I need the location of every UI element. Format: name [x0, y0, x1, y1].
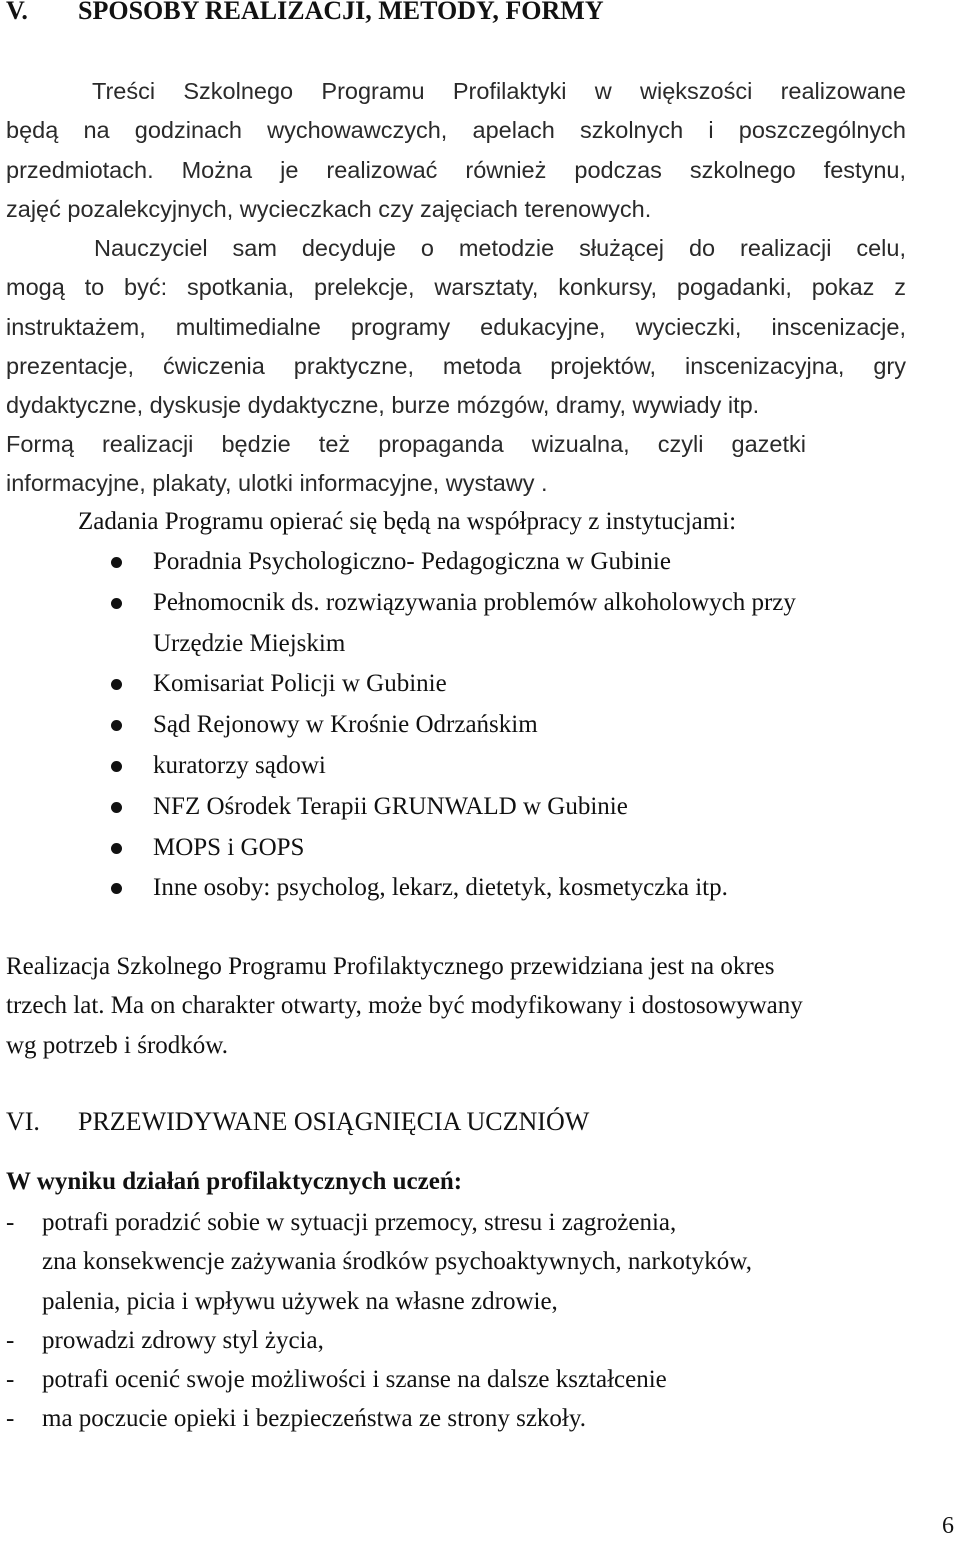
- list-item-continuation: Urzędzie Miejskim: [153, 629, 346, 657]
- section-title: PRZEWIDYWANE OSIĄGNIĘCIA UCZNIÓW: [78, 1107, 590, 1136]
- page-number: 6: [942, 1513, 954, 1539]
- paragraph-cooperation: [78, 502, 938, 541]
- bullet-icon: [111, 761, 122, 772]
- text-line: Formą realizacji będzie też propaganda wizualna, czyli gazetki: [6, 431, 806, 457]
- paragraph-duration: [6, 947, 946, 1065]
- text-line: Realizacja Szkolnego Programu Profilaktycznego przewidziana jest na okres: [6, 953, 775, 980]
- text-line: dydaktyczne, dyskusje dydaktyczne, burze mózgów, dramy, wywiady itp.: [6, 392, 760, 419]
- bullet-icon: [111, 883, 122, 894]
- text-line: wg potrzeb i środków.: [6, 1031, 228, 1059]
- bullet-icon: [111, 843, 122, 854]
- section-title: SPOSOBY REALIZACJI, METODY, FORMY: [78, 0, 604, 25]
- outcomes-subheading: W wyniku działań profilaktycznych uczeń:: [6, 1168, 463, 1195]
- section-heading-v: [6, 0, 604, 26]
- text-line: informacyjne, plakaty, ulotki informacyjne, wystawy .: [6, 470, 548, 497]
- list-item: kuratorzy sądowi: [0, 746, 940, 787]
- list-item: - prowadzi zdrowy styl życia,: [6, 1321, 926, 1360]
- dash-marker: -: [6, 1405, 15, 1433]
- list-item: Poradnia Psychologiczno- Pedagogiczna w Gubinie: [0, 542, 940, 583]
- list-item: - potrafi poradzić sobie w sytuacji przemocy, stresu i zagrożenia, zna konsekwencje zażywania środków psychoaktywnych, narkotyków, palenia, picia i wpływu używek na własne zdrowie,: [6, 1203, 926, 1321]
- list-item: MOPS i GOPS: [0, 828, 940, 869]
- text-line: instruktażem, multimedialne programy edukacyjne, wycieczki, inscenizacje,: [6, 313, 906, 340]
- list-item: Sąd Rejonowy w Krośnie Odrzańskim: [0, 705, 940, 746]
- section-heading-vi: [6, 1107, 589, 1137]
- list-item: NFZ Ośrodek Terapii GRUNWALD w Gubinie: [0, 787, 940, 828]
- outcomes-list: [6, 1203, 926, 1439]
- dash-marker: -: [6, 1366, 15, 1394]
- list-item: - ma poczucie opieki i bezpieczeństwa ze strony szkoły.: [6, 1399, 926, 1438]
- text-line: będą na godzinach wychowawczych, apelach szkolnych i poszczególnych: [6, 117, 906, 144]
- bullet-icon: [111, 679, 122, 690]
- bullet-icon: [111, 557, 122, 568]
- list-item: Pełnomocnik ds. rozwiązywania problemów alkoholowych przy Urzędzie Miejskim: [0, 583, 940, 665]
- dash-marker: -: [6, 1326, 15, 1354]
- section-number: V.: [6, 0, 28, 25]
- bullet-icon: [111, 802, 122, 813]
- text-line: Nauczyciel sam decyduje o metodzie służącej do realizacji celu,: [94, 235, 906, 261]
- bullet-icon: [111, 598, 122, 609]
- text-line: prezentacje, ćwiczenia praktyczne, metoda projektów, inscenizacyjna, gry: [6, 352, 906, 379]
- list-item: Inne osoby: psycholog, lekarz, dietetyk, kosmetyczka itp.: [0, 868, 940, 909]
- paragraph-contents: [6, 72, 906, 229]
- text-line: Zadania Programu opierać się będą na współpracy z instytucjami:: [78, 508, 737, 535]
- paragraph-methods: [6, 229, 906, 425]
- institutions-list: [0, 542, 940, 909]
- section-number: VI.: [6, 1107, 40, 1136]
- paragraph-forms: [6, 425, 806, 504]
- text-line: trzech lat. Ma on charakter otwarty, może być modyfikowany i dostosowywany: [6, 992, 803, 1020]
- dash-marker: -: [6, 1209, 15, 1236]
- text-line: mogą to być: spotkania, prelekcje, warsztaty, konkursy, pogadanki, pokaz z: [6, 274, 906, 301]
- list-item: - potrafi ocenić swoje możliwości i szanse na dalsze kształcenie: [6, 1360, 926, 1399]
- text-line: zajęć pozalekcyjnych, wycieczkach czy zajęciach terenowych.: [6, 195, 652, 222]
- bullet-icon: [111, 720, 122, 731]
- text-line: przedmiotach. Można je realizować również podczas szkolnego festynu,: [6, 156, 906, 183]
- text-line: Treści Szkolnego Programu Profilaktyki w większości realizowane: [92, 78, 906, 104]
- list-item: Komisariat Policji w Gubinie: [0, 664, 940, 705]
